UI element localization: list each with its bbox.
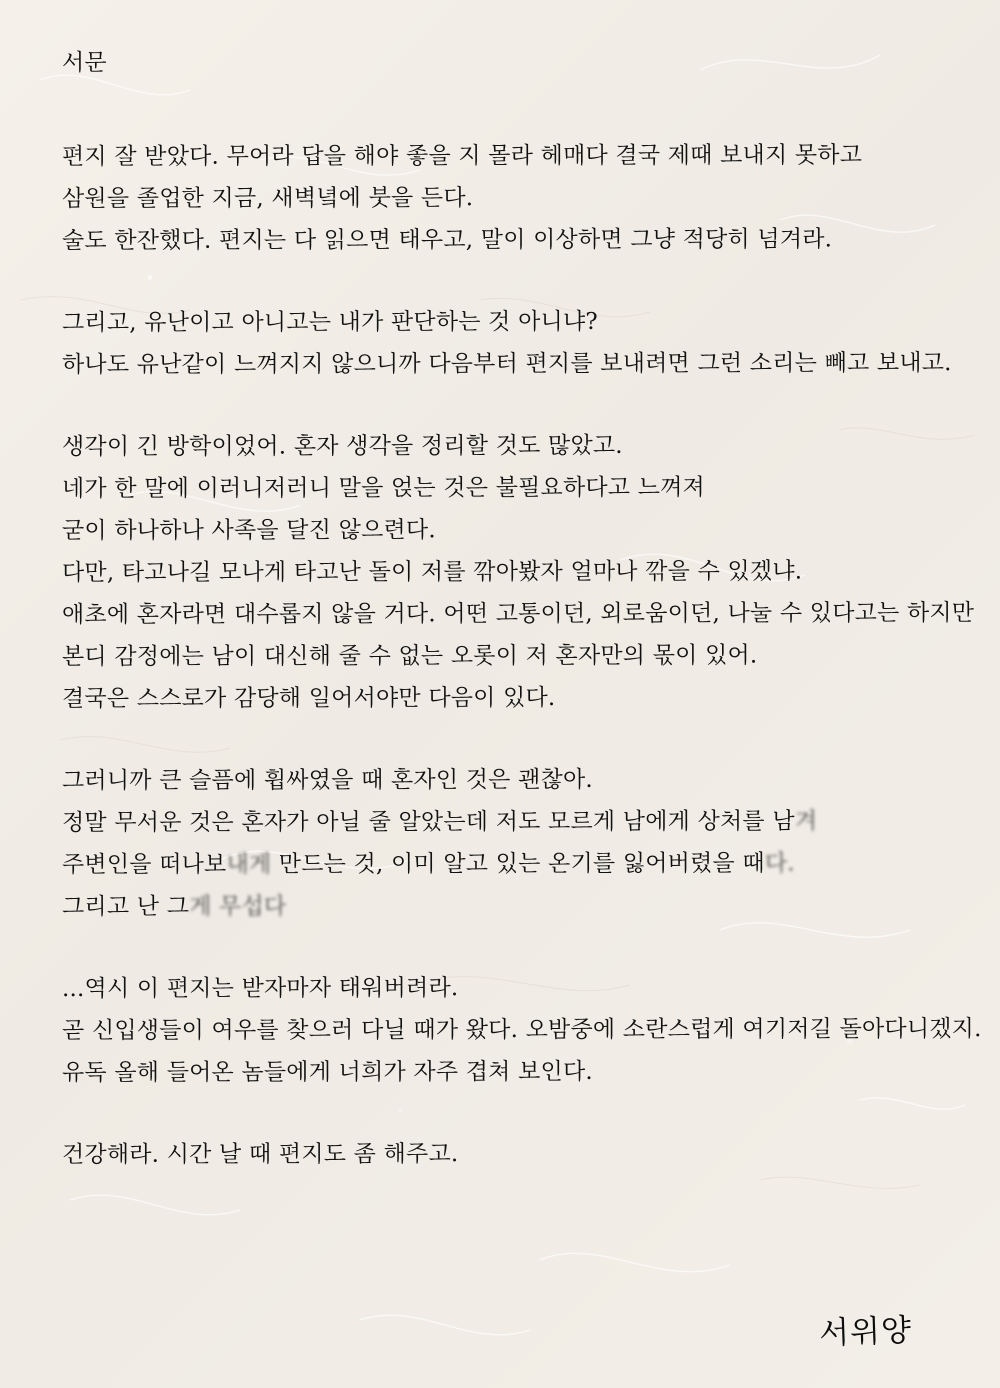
paragraph-3-line-2: 네가 한 말에 이러니저러니 말을 얹는 것은 불필요하다고 느껴져: [61, 474, 705, 502]
signature: 서위양: [818, 1312, 913, 1352]
paragraph-3-line-6: 본디 감정에는 남이 대신해 줄 수 없는 오롯이 저 혼자만의 몫이 있어.: [61, 642, 758, 670]
letter-body: [61, 42, 982, 1216]
paragraph-3-line-1: 생각이 긴 방학이었어. 혼자 생각을 정리할 것도 많았고.: [61, 432, 623, 460]
paragraph-4-line-3-clear-text-2: 만드는 것, 이미 알고 있는 온기를 잃어버렸을 때: [271, 850, 765, 878]
paragraph-5-line-1: ...역시 이 편지는 받자마자 태워버려라.: [61, 975, 459, 1002]
paragraph-4-line-4-clear-text: 그리고 난 그: [61, 893, 190, 920]
salutation-text: 서문: [61, 49, 107, 76]
closing-paragraph: [62, 1134, 962, 1176]
paragraph-3: [61, 426, 975, 720]
paragraph-4: [62, 760, 962, 928]
paragraph-5: [61, 968, 982, 1094]
paragraph-4-line-3-clear-text: 주변인을 떠나보: [61, 851, 227, 878]
paragraph-3-line-7: 결국은 스스로가 감당해 일어서야만 다음이 있다.: [61, 684, 556, 712]
paragraph-4-line-2-clear-text: 정말 무서운 것은 혼자가 아닐 줄 알았는데 저도 모르게 남에게 상처를 남: [61, 808, 795, 836]
paragraph-4-line-2-faded-text: 겨: [794, 808, 818, 835]
paragraph-2-line-1: 그리고, 유난이고 아니고는 내가 판단하는 것 아니냐?: [61, 308, 598, 336]
salutation: [62, 42, 962, 84]
paragraph-2-line-2: 하나도 유난같이 느껴지지 않으니까 다음부터 편지를 보내려면 그런 소리는 빼고 보내고.: [61, 350, 952, 378]
paragraph-1: [62, 136, 962, 262]
paragraph-1-line-3: 술도 한잔했다. 편지는 다 읽으면 태우고, 말이 이상하면 그냥 적당히 넘겨라.: [61, 226, 833, 254]
paragraph-5-line-3: 유독 올해 들어온 놈들에게 너희가 자주 겹쳐 보인다.: [61, 1058, 593, 1086]
paragraph-4-line-4-faded-text: 게 무섭다: [189, 893, 287, 920]
paragraph-3-line-3: 굳이 하나하나 사족을 달진 않으련다.: [61, 517, 436, 544]
paragraph-3-line-4: 다만, 타고나길 모나게 타고난 돌이 저를 깎아봤자 얼마나 깎을 수 있겠냐.: [61, 558, 803, 586]
paragraph-4-line-3-faded-text: 내게: [226, 851, 272, 878]
paragraph-5-line-2: 곧 신입생들이 여우를 찾으러 다닐 때가 왔다. 오밤중에 소란스럽게 여기저길 돌아다니겠지.: [61, 1016, 982, 1044]
paragraph-1-line-2: 삼원을 졸업한 지금, 새벽녘에 붓을 든다.: [61, 185, 474, 212]
paragraph-3-line-5: 애초에 혼자라면 대수롭지 않을 거다. 어떤 고통이던, 외로움이던, 나눌 수 있다고는 하지만: [61, 600, 975, 628]
paragraph-4-line-4: [62, 884, 962, 928]
paragraph-4-line-2: [62, 800, 962, 844]
paragraph-4-line-3: [62, 842, 962, 886]
closing-line: 건강해라. 시간 날 때 편지도 좀 해주고.: [61, 1141, 459, 1168]
paragraph-2: [62, 302, 962, 386]
paragraph-4-line-3-faded-text-2: 다.: [764, 850, 795, 877]
paragraph-1-line-1: 편지 잘 받았다. 무어라 답을 해야 좋을 지 몰라 헤매다 결국 제때 보내지 못하고: [61, 142, 863, 170]
paragraph-4-line-1: 그러니까 큰 슬픔에 휩싸였을 때 혼자인 것은 괜찮아.: [61, 766, 593, 794]
